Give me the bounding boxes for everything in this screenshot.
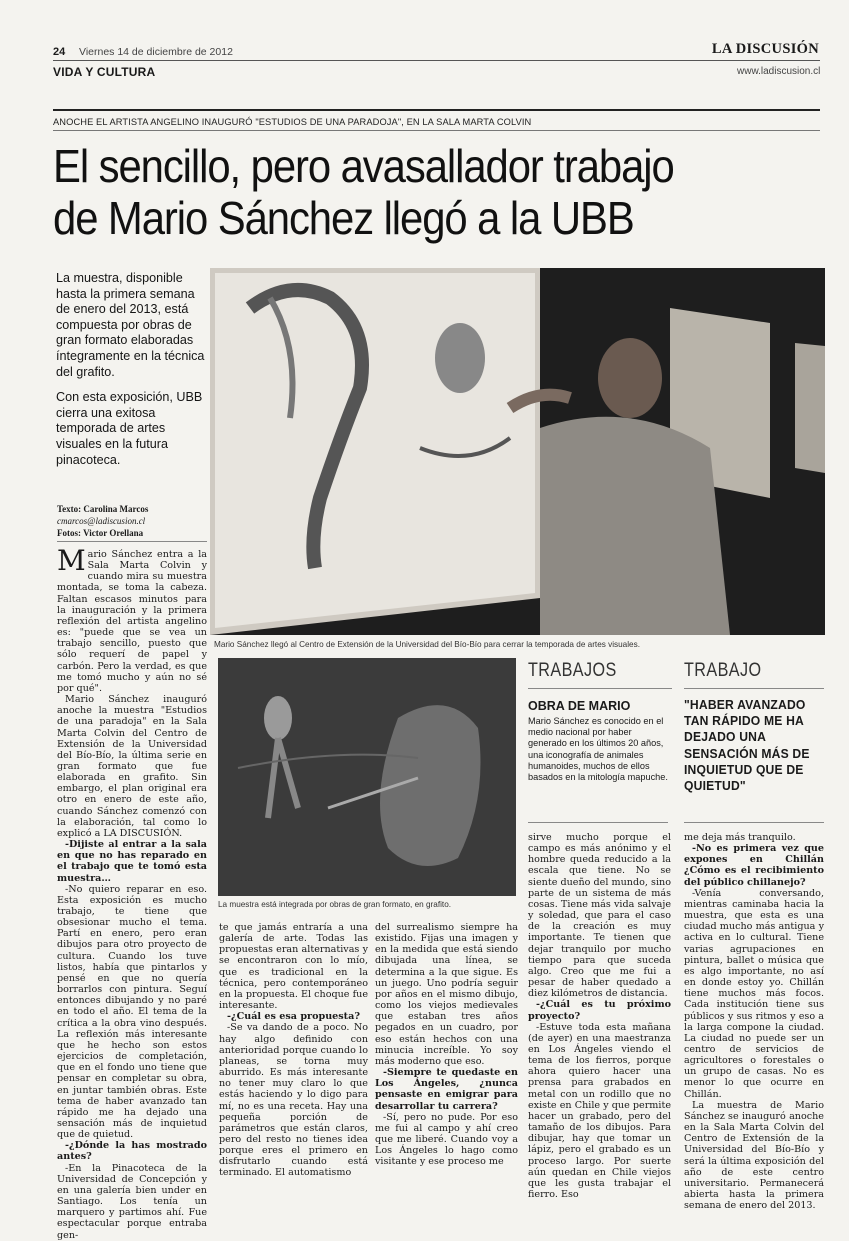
credit-photos: Fotos: Victor Orellana (57, 528, 144, 538)
col3-continuation: del surrealismo siempre ha existido. Fijas una imagen y en la medida que está siendo dibujada una línea, se determina a la que sigue. Es un juego. Uno podría seguir por años en el mismo dibujo, como los viejos medievales que estaban tres años pegados en un cuadro, por eso están hechos con una minucia increíble. Yo soy más moderno que eso. (375, 922, 518, 1067)
lead-text (56, 271, 206, 468)
col2-continuation: te que jamás entraría a una galería de arte. Todas las propuestas eran alternativas y se encontraron con lo mío, que es tradicional en la técnica, pero contemporáneo en la propuesta. El choque fue interesante. (219, 922, 368, 1012)
second-photo (218, 658, 516, 896)
answer-2: -En la Pinacoteca de la Universidad de Concepción y en una galería bien under en Santiago. Los tenía un marquero y partimos ahí. Fue espectacular porque entraba gen- (57, 1162, 207, 1241)
credits (57, 503, 207, 539)
article-column-4 (528, 832, 671, 1200)
col1-paragraph-2: Mario Sánchez inauguró anoche la muestra "Estudios de una paradoja" en la Sala Marta Colvin del Centro de Extensión de la Universidad del Bío-Bío, la última serie en gran formato que fue elaborada en grafito. Sin embargo, el plan original era otro en enero de este año, cuando Sánchez comenzó con la elaboración, tal como lo explicó a LA DISCUSIÓN. (57, 694, 207, 839)
closing-paragraph: La muestra de Mario Sánchez se inauguró anoche en la Sala Marta Colvin del Centro de Extensión de la Universidad del Bío-Bío y será la última exposición del año de este centro universitario. Permanecerá abierta hasta la primera semana de enero del 2013. (684, 1099, 824, 1212)
question-4: -Siempre te quedaste en Los Ángeles, ¿nunca pensaste en emigrar para desarrollar tu carrera? (375, 1067, 518, 1112)
page-date: Viernes 14 de diciembre de 2012 (79, 46, 233, 58)
answer-4: -Sí, pero no pude. Por eso me fui al campo y ahí creo que me liberé. Cuando voy a Los Ángeles lo hago como visitante y ese proceso me (375, 1111, 518, 1168)
question-1: -Dijiste al entrar a la sala en que no has reparado en el trabajo que te tomó esta muestra… (57, 839, 207, 884)
pull-quote: "HABER AVANZADO TAN RÁPIDO ME HA DEJADO UNA SENSACIÓN MÁS DE INQUIETUD QUE DE QUIETUD" (684, 697, 810, 794)
sidebar-trabajos (528, 660, 672, 783)
kicker: ANOCHE EL ARTISTA ANGELINO INAUGURÓ "ESTUDIOS DE UNA PARADOJA", EN LA SALA MARTA COLVIN (53, 117, 532, 127)
drop-cap: M (57, 544, 86, 577)
article-column-1 (57, 544, 207, 1241)
headline-line-1: El sencillo, pero avasallador trabajo (53, 140, 674, 192)
second-photo-caption: La muestra está integrada por obras de gran formato, en grafito. (218, 900, 452, 909)
trabajos-title: OBRA DE MARIO (528, 699, 631, 713)
main-photo-illustration (210, 268, 825, 635)
headline (53, 140, 746, 244)
website: www.ladiscusion.cl (737, 66, 821, 77)
page-number: 24 (53, 46, 66, 58)
article-column-3 (375, 922, 518, 1167)
col4-continuation: sirve mucho porque el campo es más anónimo y el hombre queda reducido a la escala que tiene. No se siente dueño del mundo, sino parte de un sistema de más cosas. Tiene más vida salvaje y soledad, que para el caso de la creación es muy importante. Te tienen que dejar tranquilo por mucho tiempo para que suceda algo. Creo que me fui a pesar de haber quedado a diez kilómetros de distancia. (528, 832, 671, 1000)
sidebar-trabajo (684, 660, 824, 794)
lead-paragraph-2: Con esta exposición, UBB cierra una exitosa temporada de artes visuales en la futura pinacoteca. (56, 390, 203, 467)
answer-6: -Venía conversando, mientras caminaba hacia la muestra, que esta es una ciudad mucho más antigua y activa en lo cultural. Tiene varias agrupaciones en pintura, ballet o música que es algo importante, no así en donde estoy yo. Chillán tiene muchos más focos. Cada institución tiene sus públicos y sus ritmos y eso a la larga compone la ciudad. La ciudad no puede ser un centro de servicios de agricultores o forestales o un grupo de casas. No es menor lo que ocurre en Chillán. (684, 887, 824, 1100)
question-5: -¿Cuál es tu próximo proyecto? (528, 999, 671, 1022)
main-photo (210, 268, 825, 635)
question-3: -¿Cuál es esa propuesta? (227, 1011, 360, 1023)
article-column-5 (684, 832, 824, 1211)
question-2: -¿Dónde la has mostrado antes? (57, 1140, 207, 1163)
credit-email: cmarcos@ladiscusion.cl (57, 516, 146, 526)
main-photo-caption: Mario Sánchez llegó al Centro de Extensión de la Universidad del Bío-Bío para cerrar la temporada de artes visuales. (214, 640, 640, 649)
question-6: -No es primera vez que expones en Chillán ¿Cómo es el recibimiento del público chillanejo? (684, 843, 824, 888)
trabajos-text: Mario Sánchez es conocido en el medio nacional por haber generado en los últimos 20 años, una iconografía de animales humanoides, muchos de ellos basados en la mitología mapuche. (528, 716, 668, 783)
credit-text: Texto: Carolina Marcos (57, 504, 149, 514)
lead-paragraph-1: La muestra, disponible hasta la primera semana de enero del 2013, está compuesta por obras de gran formato elaboradas íntegramente en la técnica del grafito. (56, 271, 205, 379)
answer-5: -Estuve toda esta mañana (de ayer) en una maestranza en Los Ángeles viendo el tema de los fierros, porque ahora quiero hacer una prensa para grabados en metal con un rodillo que no existe en Chile y que permite hacer un grabado, pero del tamaño de los dibujos. Para dibujar, hay que tomar un lápiz, pero el grabado es un proceso largo. Por suerte aún quedan en Chile viejos que les gusta trabajar el fierro. Eso (528, 1021, 671, 1200)
col1-paragraph-1: Mario Sánchez entra a la Sala Marta Colvin y cuando mira su muestra montada, se toma la cabeza. Faltan escasos minutos para la inauguración y la primera reflexión del artista angelino es: "puede que se vea un trabajo sencillo, puesto que sólo requerí de papel y carbón. Pero la verdad, es que me tomó mucho y aún no sé por qué". (57, 544, 207, 694)
article-column-2 (219, 922, 368, 1179)
trabajos-label: TRABAJOS (528, 660, 617, 681)
trabajo-label: TRABAJO (684, 660, 762, 681)
answer-1: -No quiero reparar en eso. Esta exposición es mucho trabajo, te tiene que obsesionar mucho el tema. Partí en enero, pero eran dibujos para otro proyecto de cultura. Cuando los tuve listos, había que pintarlos y pensé en que no quería borrarlos con pintura. Seguí entonces dibujando y no paré en todo el año. El tema de la crítica a la obra vino después. La reflexión más interesante que he hecho son estos ejercicios de completación, que en el fondo uno tiene que pensar en completar su obra, en juntar también obras. Este tema de haber avanzado tan rápido me ha dejado una sensación más de inquietud que de quietud. (57, 883, 207, 1141)
second-photo-illustration (218, 658, 516, 896)
newspaper-name: LA DISCUSIÓN (711, 41, 819, 57)
section-label: VIDA Y CULTURA (53, 65, 156, 79)
col5-continuation: me deja más tranquilo. (684, 832, 796, 843)
headline-line-2: de Mario Sánchez llegó a la UBB (53, 192, 634, 244)
answer-3: -Se va dando de a poco. No hay algo definido con anterioridad porque cuando lo planeas, se torna muy aburrido. Es más interesante no tener muy claro lo que estás haciendo y lo digo para mí, no es una receta. Hay una pequeña porción de parámetros que están claros, pero del resto no tienes idea porque eres el primero en disfrutarlo cuando está terminado. El automatismo (219, 1022, 368, 1179)
